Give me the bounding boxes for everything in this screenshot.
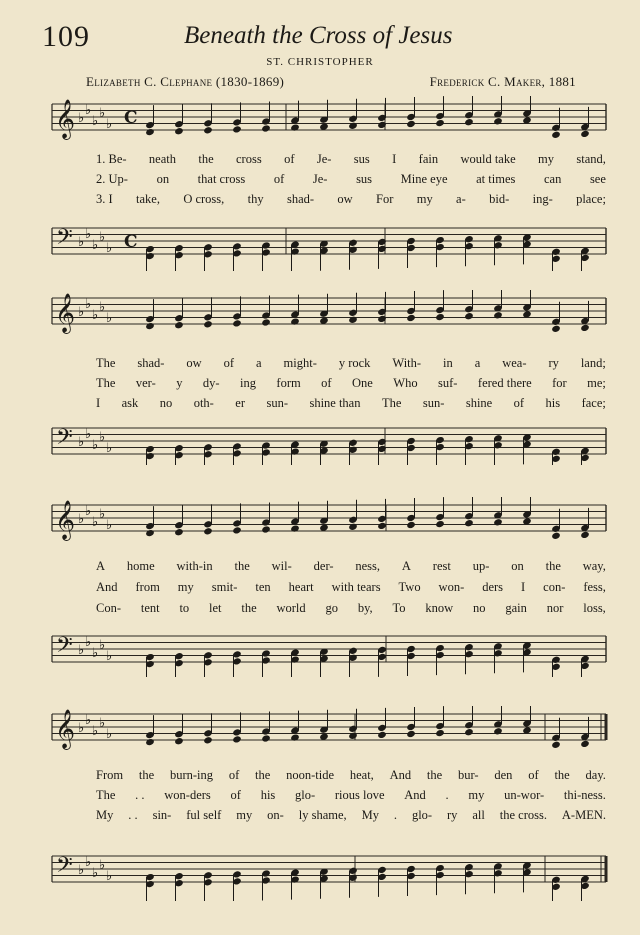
lyric-syllable: with-in bbox=[176, 559, 213, 573]
lyric-syllable: won-ders bbox=[164, 788, 211, 802]
lyric-syllable: er bbox=[235, 396, 246, 410]
lyric-syllable: shine bbox=[465, 396, 493, 410]
lyric-syllable: A bbox=[96, 559, 106, 573]
svg-text:♭: ♭ bbox=[92, 515, 99, 530]
hymn-number: 109 bbox=[42, 20, 90, 53]
lyric-syllable: The bbox=[96, 376, 116, 390]
svg-text:♭: ♭ bbox=[106, 869, 113, 884]
author-credit: Elizabeth C. Clephane (1830-1869) bbox=[86, 74, 285, 89]
lyric-syllable: the bbox=[241, 601, 257, 615]
lyric-syllable: ow bbox=[337, 192, 353, 206]
lyric-syllable: Who bbox=[393, 376, 418, 390]
lyric-syllable: ten bbox=[255, 580, 271, 594]
svg-text:♭: ♭ bbox=[99, 716, 106, 731]
lyric-syllable: on bbox=[156, 172, 170, 186]
svg-text:♭: ♭ bbox=[99, 300, 106, 315]
lyric-line bbox=[96, 172, 606, 187]
lyric-syllable: fess, bbox=[583, 580, 606, 594]
lyric-syllable: of bbox=[230, 788, 241, 802]
lyric-syllable: of bbox=[223, 356, 235, 370]
svg-text:𝄞: 𝄞 bbox=[55, 709, 76, 749]
lyric-syllable: face; bbox=[581, 396, 606, 410]
lyric-syllable: un-wor- bbox=[504, 788, 545, 802]
lyric-syllable: on bbox=[511, 559, 524, 573]
lyric-syllable: O cross, bbox=[183, 192, 225, 206]
svg-text:♭: ♭ bbox=[78, 643, 85, 658]
svg-text:♭: ♭ bbox=[106, 649, 113, 664]
lyric-syllable: day. bbox=[585, 768, 606, 782]
lyric-syllable: form bbox=[276, 376, 301, 390]
lyric-syllable: place; bbox=[576, 192, 606, 206]
lyric-syllable: the bbox=[138, 768, 155, 782]
svg-text:♭: ♭ bbox=[106, 241, 113, 256]
lyric-syllable: tent bbox=[140, 601, 160, 615]
svg-text:♭: ♭ bbox=[106, 727, 113, 742]
svg-text:♭: ♭ bbox=[78, 863, 85, 878]
lyric-syllable: bid- bbox=[489, 192, 510, 206]
lyric-syllable: rious love bbox=[334, 788, 385, 802]
lyric-syllable: loss, bbox=[583, 601, 606, 615]
lyric-syllable: The bbox=[96, 356, 116, 370]
svg-text:♭: ♭ bbox=[78, 305, 85, 320]
svg-text:𝄞: 𝄞 bbox=[55, 293, 76, 333]
svg-text:♭: ♭ bbox=[92, 114, 99, 129]
lyric-syllable: fain bbox=[418, 152, 439, 166]
svg-text:♭: ♭ bbox=[99, 638, 106, 653]
lyric-syllable: smit- bbox=[211, 580, 238, 594]
staff-notation bbox=[0, 706, 640, 901]
lyric-syllable: by, bbox=[357, 601, 373, 615]
lyric-syllable: a- bbox=[456, 192, 466, 206]
lyric-syllable: nor bbox=[546, 601, 564, 615]
svg-text:♭: ♭ bbox=[106, 441, 113, 456]
lyric-syllable: on- bbox=[267, 808, 284, 822]
lyric-syllable: at times bbox=[476, 172, 516, 186]
lyric-syllable: And bbox=[389, 768, 412, 782]
lyric-syllable: of bbox=[321, 376, 332, 390]
lyric-syllable: 3. I bbox=[96, 192, 113, 206]
lyric-syllable: I bbox=[392, 152, 397, 166]
lyric-syllable: let bbox=[209, 601, 222, 615]
lyric-syllable: that cross bbox=[197, 172, 246, 186]
lyric-line bbox=[96, 768, 606, 783]
lyric-syllable: The bbox=[381, 396, 402, 410]
lyric-syllable: With- bbox=[392, 356, 422, 370]
lyric-syllable: 1. Be- bbox=[96, 152, 127, 166]
lyric-syllable: Con- bbox=[96, 601, 121, 615]
lyric-line bbox=[96, 808, 606, 823]
lyric-syllable: To bbox=[392, 601, 406, 615]
lyric-syllable: see bbox=[589, 172, 606, 186]
svg-text:♭: ♭ bbox=[106, 311, 113, 326]
hymn-title: Beneath the Cross of Jesus bbox=[184, 22, 453, 49]
lyric-syllable: cross bbox=[236, 152, 262, 166]
svg-text:♭: ♭ bbox=[85, 635, 92, 650]
lyric-syllable: y rock bbox=[338, 356, 371, 370]
lyric-syllable: way, bbox=[582, 559, 606, 573]
lyric-syllable: can bbox=[543, 172, 562, 186]
lyric-syllable: ing- bbox=[532, 192, 553, 206]
lyric-syllable: shad- bbox=[137, 356, 165, 370]
lyric-syllable: A bbox=[401, 559, 411, 573]
lyric-syllable: the bbox=[554, 768, 570, 782]
svg-text:♭: ♭ bbox=[92, 238, 99, 253]
lyric-line bbox=[96, 376, 606, 391]
lyric-syllable: for bbox=[552, 376, 567, 390]
lyric-line bbox=[96, 788, 606, 803]
lyric-syllable: burn-ing bbox=[169, 768, 214, 782]
lyric-syllable: ly shame, bbox=[298, 808, 347, 822]
lyric-syllable: My bbox=[361, 808, 379, 822]
lyric-syllable: . bbox=[393, 808, 398, 822]
lyric-syllable: neath bbox=[148, 152, 176, 166]
lyric-syllable: sus bbox=[356, 172, 373, 186]
svg-text:♭: ♭ bbox=[78, 435, 85, 450]
lyric-syllable: no bbox=[159, 396, 173, 410]
lyric-syllable: ing bbox=[239, 376, 256, 390]
lyric-line bbox=[96, 356, 606, 371]
lyric-syllable: might- bbox=[283, 356, 317, 370]
lyric-syllable: with tears bbox=[331, 580, 381, 594]
svg-text:♭: ♭ bbox=[85, 227, 92, 242]
svg-text:♭: ♭ bbox=[85, 713, 92, 728]
svg-text:𝄞: 𝄞 bbox=[55, 500, 76, 540]
lyric-syllable: ness, bbox=[355, 559, 381, 573]
lyric-syllable: ow bbox=[186, 356, 202, 370]
lyric-syllable: oth- bbox=[193, 396, 214, 410]
system-2 bbox=[0, 290, 640, 465]
lyric-syllable: I bbox=[521, 580, 526, 594]
lyric-syllable: to bbox=[179, 601, 190, 615]
lyric-syllable: in bbox=[443, 356, 453, 370]
lyric-syllable: my bbox=[538, 152, 554, 166]
lyric-syllable: ders bbox=[482, 580, 504, 594]
lyric-syllable: sun- bbox=[266, 396, 288, 410]
lyric-syllable: of bbox=[228, 768, 240, 782]
lyric-syllable: Two bbox=[398, 580, 421, 594]
lyric-syllable: a bbox=[256, 356, 262, 370]
lyric-syllable: no bbox=[473, 601, 486, 615]
svg-text:𝄢: 𝄢 bbox=[56, 225, 73, 255]
lyric-syllable: And bbox=[96, 580, 118, 594]
svg-text:♭: ♭ bbox=[85, 855, 92, 870]
svg-text:♭: ♭ bbox=[99, 507, 106, 522]
lyric-syllable: shine than bbox=[309, 396, 361, 410]
lyric-syllable: Je- bbox=[312, 172, 328, 186]
svg-text:𝄢: 𝄢 bbox=[56, 853, 73, 883]
lyric-syllable: would take bbox=[460, 152, 516, 166]
lyric-syllable: noon-tide bbox=[286, 768, 335, 782]
lyric-syllable: fered there bbox=[477, 376, 532, 390]
system-1 bbox=[0, 96, 640, 271]
svg-text:♭: ♭ bbox=[106, 518, 113, 533]
lyric-syllable: ry bbox=[447, 808, 458, 822]
lyric-syllable: Je- bbox=[316, 152, 332, 166]
lyric-syllable: take, bbox=[136, 192, 160, 206]
lyric-syllable: dy- bbox=[202, 376, 220, 390]
lyric-syllable: a bbox=[474, 356, 481, 370]
lyric-syllable: land; bbox=[580, 356, 606, 370]
svg-text:♭: ♭ bbox=[99, 230, 106, 245]
composer-credit: Frederick C. Maker, 1881 bbox=[429, 74, 576, 89]
lyric-syllable: My bbox=[96, 808, 114, 822]
lyric-syllable: . bbox=[445, 788, 449, 802]
lyric-line bbox=[96, 601, 606, 616]
lyric-syllable: stand, bbox=[576, 152, 606, 166]
svg-text:♭: ♭ bbox=[92, 646, 99, 661]
lyric-syllable: One bbox=[352, 376, 373, 390]
svg-text:♭: ♭ bbox=[99, 106, 106, 121]
lyric-syllable: all bbox=[472, 808, 485, 822]
lyric-syllable: . . bbox=[135, 788, 145, 802]
lyric-syllable: go bbox=[325, 601, 338, 615]
lyric-syllable: my bbox=[236, 808, 253, 822]
lyric-syllable: me; bbox=[587, 376, 606, 390]
lyric-syllable: den bbox=[494, 768, 513, 782]
system-4 bbox=[0, 706, 640, 901]
lyric-syllable: From bbox=[96, 768, 124, 782]
svg-text:♭: ♭ bbox=[78, 111, 85, 126]
lyric-syllable: thy bbox=[247, 192, 264, 206]
lyric-syllable: from bbox=[135, 580, 160, 594]
svg-text:♭: ♭ bbox=[92, 866, 99, 881]
lyric-syllable: the cross. bbox=[499, 808, 547, 822]
system-3 bbox=[0, 497, 640, 677]
lyric-syllable: glo- bbox=[411, 808, 433, 822]
lyric-syllable: bur- bbox=[458, 768, 479, 782]
lyric-syllable: rest bbox=[432, 559, 451, 573]
svg-text:♭: ♭ bbox=[78, 721, 85, 736]
svg-text:C: C bbox=[124, 108, 138, 128]
svg-text:C: C bbox=[124, 232, 138, 252]
svg-text:𝄞: 𝄞 bbox=[55, 99, 76, 139]
lyric-syllable: ful self bbox=[186, 808, 222, 822]
svg-text:♭: ♭ bbox=[92, 724, 99, 739]
lyric-syllable: the bbox=[255, 768, 271, 782]
lyric-syllable: his bbox=[545, 396, 561, 410]
lyric-line bbox=[96, 396, 606, 411]
lyric-syllable: of bbox=[513, 396, 525, 410]
lyric-syllable: heart bbox=[288, 580, 314, 594]
lyric-syllable: of bbox=[273, 172, 285, 186]
lyric-syllable: wil- bbox=[271, 559, 292, 573]
lyric-syllable: thi-ness. bbox=[563, 788, 606, 802]
svg-text:♭: ♭ bbox=[85, 427, 92, 442]
lyric-syllable: the bbox=[198, 152, 214, 166]
svg-text:𝄢: 𝄢 bbox=[56, 425, 73, 455]
lyric-syllable: suf- bbox=[438, 376, 458, 390]
lyric-syllable: wea- bbox=[502, 356, 527, 370]
lyric-syllable: ry bbox=[548, 356, 559, 370]
svg-text:♭: ♭ bbox=[78, 512, 85, 527]
lyric-syllable: the bbox=[426, 768, 443, 782]
svg-text:♭: ♭ bbox=[85, 504, 92, 519]
lyric-syllable: world bbox=[276, 601, 306, 615]
lyric-syllable: ver- bbox=[135, 376, 156, 390]
lyric-syllable: sin- bbox=[152, 808, 172, 822]
lyric-syllable: The bbox=[96, 788, 116, 802]
lyric-syllable: my bbox=[468, 788, 485, 802]
lyric-syllable: my bbox=[416, 192, 433, 206]
svg-text:♭: ♭ bbox=[78, 235, 85, 250]
svg-text:♭: ♭ bbox=[106, 117, 113, 132]
svg-text:♭: ♭ bbox=[85, 103, 92, 118]
lyric-syllable: heat, bbox=[349, 768, 374, 782]
lyric-syllable: his bbox=[260, 788, 276, 802]
lyric-line bbox=[96, 152, 606, 167]
lyric-syllable: y bbox=[176, 376, 183, 390]
tune-name: ST. CHRISTOPHER bbox=[266, 56, 374, 68]
lyric-syllable: ask bbox=[121, 396, 139, 410]
lyric-syllable: For bbox=[376, 192, 394, 206]
lyric-syllable: shad- bbox=[286, 192, 315, 206]
svg-text:𝄢: 𝄢 bbox=[56, 633, 73, 663]
lyric-syllable: my bbox=[177, 580, 194, 594]
svg-text:♭: ♭ bbox=[92, 438, 99, 453]
lyric-syllable: the bbox=[545, 559, 561, 573]
lyric-syllable: the bbox=[234, 559, 250, 573]
lyric-line bbox=[96, 559, 606, 574]
lyric-syllable: con- bbox=[543, 580, 566, 594]
svg-text:♭: ♭ bbox=[99, 430, 106, 445]
lyric-syllable: home bbox=[126, 559, 155, 573]
lyric-syllable: 2. Up- bbox=[96, 172, 128, 186]
lyric-syllable: of bbox=[528, 768, 539, 782]
svg-text:♭: ♭ bbox=[99, 858, 106, 873]
lyric-syllable: I bbox=[96, 396, 101, 410]
lyric-syllable: gain bbox=[505, 601, 527, 615]
lyric-syllable: A-MEN. bbox=[561, 808, 606, 822]
lyric-line bbox=[96, 580, 606, 595]
lyric-syllable: And bbox=[404, 788, 426, 802]
lyric-syllable: Mine eye bbox=[400, 172, 448, 186]
lyric-syllable: sus bbox=[353, 152, 370, 166]
lyric-syllable: der- bbox=[313, 559, 334, 573]
lyric-syllable: know bbox=[425, 601, 454, 615]
svg-text:♭: ♭ bbox=[92, 308, 99, 323]
lyric-syllable: glo- bbox=[295, 788, 316, 802]
lyric-syllable: of bbox=[284, 152, 295, 166]
lyric-line bbox=[96, 192, 606, 207]
lyric-syllable: won- bbox=[438, 580, 465, 594]
lyric-syllable: up- bbox=[472, 559, 490, 573]
lyric-syllable: sun- bbox=[422, 396, 445, 410]
svg-text:♭: ♭ bbox=[85, 297, 92, 312]
lyric-syllable: . . bbox=[128, 808, 138, 822]
